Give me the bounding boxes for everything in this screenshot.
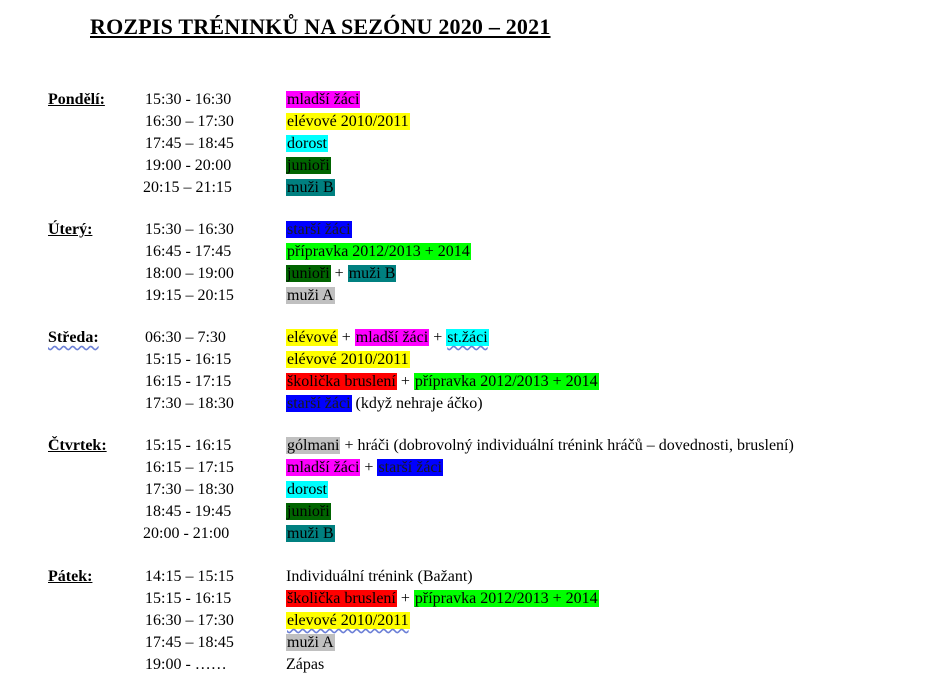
time-slot: 18:45 - 19:45 — [145, 503, 232, 520]
group-highlight: muži B — [348, 265, 396, 282]
note-text: + hráči (dobrovolný individuální trénink hráčů – dovednosti, bruslení) — [340, 437, 794, 454]
group-highlight: přípravka 2012/2013 + 2014 — [414, 373, 598, 390]
activity — [286, 612, 410, 630]
activity — [286, 179, 335, 197]
group-highlight: muži B — [287, 525, 334, 542]
time-slot: 15:15 - 16:15 — [145, 590, 232, 607]
plus-text: + — [396, 590, 414, 607]
plus-text: + — [396, 373, 414, 390]
time-slot: 16:15 - 17:15 — [145, 373, 232, 390]
activity — [286, 91, 360, 109]
group-highlight: dorost — [287, 481, 327, 498]
plus-text: + — [337, 329, 355, 346]
group-highlight: muži B — [287, 179, 334, 196]
day-label-tuesday: Úterý: — [48, 221, 93, 238]
plus-text: + — [360, 459, 378, 476]
activity — [286, 590, 599, 608]
activity — [286, 265, 396, 283]
group-highlight: starší žáci — [287, 221, 351, 238]
time-slot: 16:15 – 17:15 — [145, 459, 234, 476]
activity — [286, 135, 328, 153]
time-slot: 20:00 - 21:00 — [143, 525, 230, 542]
activity — [286, 481, 328, 499]
time-slot: 17:45 – 18:45 — [145, 634, 234, 651]
activity — [286, 329, 489, 347]
note-text: Individuální trénink (Bažant) — [286, 568, 473, 585]
time-slot: 16:45 - 17:45 — [145, 243, 232, 260]
group-highlight: dorost — [287, 135, 327, 152]
time-slot: 14:15 – 15:15 — [145, 568, 234, 585]
activity — [286, 568, 473, 586]
group-highlight: mladší žáci — [287, 91, 360, 108]
group-highlight: mladší žáci — [287, 459, 360, 476]
group-highlight: st.žáci — [447, 329, 488, 346]
plus-text: + — [429, 329, 447, 346]
time-slot: 17:45 – 18:45 — [145, 135, 234, 152]
time-slot: 16:30 – 17:30 — [145, 612, 234, 629]
activity — [286, 157, 331, 175]
day-label-wednesday: Středa: — [48, 329, 99, 346]
time-slot: 17:30 – 18:30 — [145, 481, 234, 498]
time-slot: 19:15 – 20:15 — [145, 287, 234, 304]
activity — [286, 459, 443, 477]
time-slot: 15:30 – 16:30 — [145, 221, 234, 238]
group-highlight: gólmani — [287, 437, 340, 454]
group-highlight: starší žáci — [287, 395, 351, 412]
day-label-monday: Pondělí: — [48, 91, 105, 108]
time-slot: 06:30 – 7:30 — [145, 329, 226, 346]
time-slot: 19:00 - …… — [145, 656, 227, 673]
plus-text: + — [330, 265, 348, 282]
note-text: (když nehraje áčko) — [351, 395, 483, 412]
time-slot: 19:00 - 20:00 — [145, 157, 232, 174]
group-highlight: junioři — [287, 503, 330, 520]
time-slot: 15:15 - 16:15 — [145, 437, 232, 454]
note-text: Zápas — [286, 656, 325, 673]
group-highlight: přípravka 2012/2013 + 2014 — [287, 243, 470, 260]
activity — [286, 113, 410, 131]
day-label-friday: Pátek: — [48, 568, 93, 585]
group-highlight: junioři — [287, 265, 330, 282]
group-highlight: starší žáci — [378, 459, 442, 476]
group-highlight: školička bruslení — [287, 590, 396, 607]
time-slot: 20:15 – 21:15 — [143, 179, 232, 196]
group-highlight: elevové 2010/2011 — [287, 612, 409, 629]
group-highlight: muži A — [287, 287, 334, 304]
activity — [286, 287, 335, 305]
activity — [286, 656, 324, 674]
activity — [286, 437, 794, 455]
document-title: ROZPIS TRÉNINKŮ NA SEZÓNU 2020 – 2021 — [90, 14, 551, 39]
group-highlight: junioři — [287, 157, 330, 174]
group-highlight: elévové 2010/2011 — [287, 113, 409, 130]
activity — [286, 395, 483, 413]
time-slot: 15:15 - 16:15 — [145, 351, 232, 368]
group-highlight: elévové 2010/2011 — [287, 351, 409, 368]
time-slot: 17:30 – 18:30 — [145, 395, 234, 412]
activity — [286, 634, 335, 652]
group-highlight: školička bruslení — [287, 373, 396, 390]
activity — [286, 221, 352, 239]
time-slot: 18:00 – 19:00 — [145, 265, 234, 282]
group-highlight: elévové — [287, 329, 337, 346]
group-highlight: muži A — [287, 634, 334, 651]
activity — [286, 503, 331, 521]
day-label-thursday: Čtvrtek: — [48, 437, 107, 454]
activity — [286, 351, 410, 369]
time-slot: 16:30 – 17:30 — [145, 113, 234, 130]
activity — [286, 373, 599, 391]
group-highlight: přípravka 2012/2013 + 2014 — [414, 590, 598, 607]
activity — [286, 243, 471, 261]
group-highlight: mladší žáci — [355, 329, 429, 346]
time-slot: 15:30 - 16:30 — [145, 91, 232, 108]
activity — [286, 525, 335, 543]
